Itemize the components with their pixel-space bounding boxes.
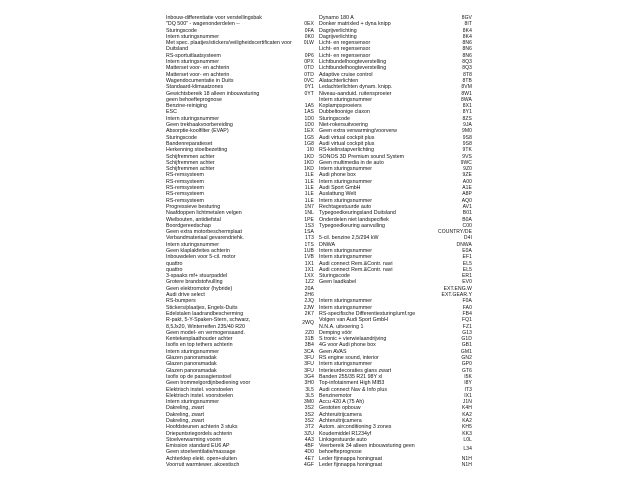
option-description: Geen extra verwarming/voorverw — [319, 128, 398, 135]
option-code: 3FU — [304, 361, 314, 368]
option-code: FB4 — [462, 310, 472, 317]
option-description: Sturingscode — [166, 27, 197, 34]
option-description: Duitsland — [166, 46, 189, 53]
option-code: 3S2 — [304, 405, 314, 412]
option-description: Onderdelen niet landspecifiek — [319, 216, 389, 223]
option-description: Intern sturingsnummer — [166, 115, 219, 122]
option-description: Intern sturingsnummer — [166, 241, 219, 248]
option-description: S tronic + vierwielaandrijving — [319, 336, 387, 343]
option-code: 3S2 — [304, 418, 314, 424]
option-code: 0K0 — [304, 33, 314, 40]
option-description: Licht- en regensensor — [319, 52, 371, 59]
option-code: 1D0 — [304, 122, 314, 129]
option-code: 3ZU — [304, 430, 314, 437]
option-code: EF1 — [462, 254, 472, 261]
option-description: Emission standard EU6 AP — [166, 443, 230, 450]
option-code: 1LE — [304, 197, 314, 204]
option-description: RS-specifische Differentiesturing/umf.rge — [319, 310, 416, 317]
option-code: E0A — [462, 247, 472, 254]
option-code: B01 — [462, 210, 472, 217]
option-description: Niveau-aanduid. ruitensproeier — [319, 90, 392, 97]
option-description: Naafdoppen lichtmetalen velgen — [166, 210, 242, 217]
option-code: 3B4 — [304, 342, 314, 349]
option-code: AQ0 — [461, 197, 472, 204]
option-code: 4BF — [304, 443, 314, 450]
option-code: 9JA — [463, 122, 472, 129]
option-code: KA2 — [462, 418, 472, 424]
option-code: 8ZS — [462, 115, 472, 122]
option-description: Volgen van Audi Sport GmbH — [319, 317, 388, 324]
option-description: Intern sturingsnummer — [319, 197, 372, 204]
option-code: 8W1 — [461, 90, 472, 97]
option-description: RS-remsysteem — [166, 191, 204, 198]
option-code: 0FA — [304, 27, 314, 34]
option-code: 1X1 — [304, 266, 314, 273]
option-code: 9VS — [462, 153, 472, 160]
option-description: Intern sturingsnummer — [319, 247, 372, 254]
option-code: 1S3 — [304, 222, 314, 229]
option-code: 8Q3 — [462, 65, 472, 72]
option-code: 8X1 — [462, 103, 472, 110]
option-description: Glazen panoramadak — [166, 355, 217, 362]
option-code: D4I — [463, 235, 472, 242]
option-code: 1LE — [304, 185, 314, 192]
option-description: Dagrijverlichting — [319, 33, 357, 40]
option-code: KA2 — [462, 411, 472, 418]
option-description: Licht- en regensensor — [319, 40, 371, 47]
option-code: 0P6 — [304, 52, 314, 59]
option-description: Demping vóór — [319, 329, 352, 336]
option-description: DNWA — [319, 241, 335, 248]
option-description: Alatachterlichten — [319, 77, 359, 84]
option-description: Gewichtsbereik 18 alleen inbouwsturing — [166, 90, 260, 97]
option-code: EXT.ENG.W — [443, 285, 472, 292]
option-row — [166, 317, 314, 330]
option-description: Dakreling, zwart — [166, 411, 204, 418]
option-code: 1Z2 — [305, 279, 314, 286]
option-code: EL5 — [462, 260, 472, 267]
option-description: 4G voor Audi phone box — [319, 342, 376, 349]
option-code: 1AS — [304, 109, 314, 116]
option-code: 1SA — [304, 229, 314, 236]
option-description: Edelstalen laadrandbescherming — [166, 310, 244, 317]
option-code: G13 — [462, 329, 472, 336]
option-description: RS engine sound, interior — [319, 355, 379, 362]
option-code: IX1 — [464, 392, 472, 399]
option-code: 1KD — [303, 166, 314, 173]
option-code: DNWA — [456, 241, 472, 248]
option-code: COUNTRY/DE — [438, 229, 472, 236]
option-description: Achterklep elekt. open+sluiten — [166, 455, 237, 462]
option-code: 20A — [304, 285, 314, 292]
option-description: Geen klaplakfeites achterin — [166, 247, 230, 254]
option-description: Grotere brandstofvulling — [166, 279, 223, 286]
option-code: 1XX — [304, 273, 314, 280]
option-description: quattro — [166, 260, 183, 267]
option-description: Geen stoelventilatie/massage — [166, 449, 236, 456]
option-code: GN2 — [461, 355, 472, 362]
option-description: Met spec. plaatjes/stickers/veiligheidscertificaten voor — [166, 40, 292, 47]
option-description: Sturingscode — [319, 115, 350, 122]
option-code: 1EX — [304, 128, 314, 135]
option-description: Benzinemotor — [319, 392, 352, 399]
option-description: Absorptie-koolfilter (EVAP) — [166, 128, 229, 135]
option-description: Schijfremmen achter — [166, 166, 215, 173]
option-code: 3L5 — [305, 392, 314, 399]
option-code: 1UB — [303, 247, 314, 254]
option-code: 3H0 — [304, 380, 314, 387]
option-code: GB1 — [461, 342, 472, 349]
option-code: 8GV — [461, 15, 472, 21]
options-sheet — [166, 15, 472, 475]
option-description: Auslattung Welt — [319, 191, 357, 198]
option-description: Intern sturingsnummer — [319, 166, 372, 173]
option-code: 1N7 — [304, 203, 314, 210]
option-description: Veerbereik 34 alleen inbouwsturing geen behoefteprognose — [319, 443, 415, 456]
option-description: Glazen panoramadak — [166, 367, 217, 374]
option-code: 1LE — [304, 172, 314, 179]
option-code: EXT.GEAR.Y — [441, 292, 472, 299]
option-description: Verbandmateriaal gevarendriehk. — [166, 235, 245, 242]
option-description: Schijfremmen achter — [166, 153, 215, 160]
option-code: GM1 — [460, 348, 472, 355]
option-description: Typegoedkeuring aanvulling — [319, 222, 385, 229]
option-description: Driepuntsriegordels achterin — [166, 430, 233, 437]
option-code: ER1 — [461, 273, 472, 280]
option-description: quattro — [166, 266, 183, 273]
option-code: 1NL — [304, 210, 314, 217]
option-description: Accu 420 A (75 Ah) — [319, 399, 365, 406]
option-description: "DQ 500" - wagenonderdelen -- — [166, 21, 240, 28]
option-description: Herkenning stoelbezetting — [166, 147, 228, 154]
option-code: 3S2 — [304, 411, 314, 418]
option-code: KK3 — [462, 430, 472, 437]
option-code: 8T8 — [463, 71, 472, 78]
option-description: Intern sturingsnummer — [319, 254, 372, 261]
option-code: N1H — [461, 462, 472, 469]
option-description: Dynamo 180 A — [319, 15, 354, 21]
option-description: Linksgestuurde auto — [319, 436, 367, 443]
option-description: Hoofdsteunen achterin 3 stuks — [166, 424, 238, 431]
option-description: Intern sturingsnummer — [166, 59, 219, 66]
option-code: K4H — [461, 405, 472, 412]
option-code: AV1 — [462, 203, 472, 210]
option-code: 0LW — [303, 40, 314, 47]
option-description: Geen laadkabel — [319, 279, 357, 286]
option-description: Banden 255/35 R21 98Y xl — [319, 373, 383, 380]
option-code: 9M0 — [461, 128, 472, 135]
option-description: Audi connect Rem.&Contr. navi — [319, 260, 393, 267]
option-code: 9S8 — [462, 134, 472, 141]
option-code: 8N6 — [462, 46, 472, 53]
option-description: Intern sturingsnummer — [319, 178, 372, 185]
option-description: Koplampsproeiers — [319, 103, 362, 110]
option-code: GT6 — [461, 367, 472, 374]
option-code: 1X1 — [304, 260, 314, 267]
option-description: Intern sturingsnummer — [319, 298, 372, 305]
option-description: Intern sturingsnummer — [166, 348, 219, 355]
option-description: Schijfremmen achter — [166, 159, 215, 166]
option-code: 4D0 — [304, 449, 314, 456]
option-code: N1H — [461, 455, 472, 462]
option-code: 3T2 — [305, 424, 314, 431]
option-code: 8K4 — [462, 27, 472, 34]
option-description: Dakreling, zwart — [166, 418, 204, 424]
option-code: 1G8 — [304, 140, 314, 147]
option-code: 1A5 — [304, 103, 314, 110]
option-description: Geen extra motorbeschermplaat — [166, 229, 242, 236]
option-code: 1KD — [303, 159, 314, 166]
option-code: 0Y1 — [304, 84, 314, 91]
option-code: 31B — [304, 336, 314, 343]
option-description: RS-remsysteem — [166, 172, 204, 179]
option-description: Licht- en regensensor — [319, 46, 371, 53]
option-description: Intern sturingsnummer — [319, 361, 372, 368]
option-code: 8N6 — [462, 52, 472, 59]
option-description: Koudemiddel R1234yf — [319, 430, 372, 437]
option-description: Intern sturingsnummer — [166, 33, 219, 40]
option-code: 8N6 — [462, 40, 472, 47]
option-code: 1LE — [304, 178, 314, 185]
option-description: Dagrijverlichting — [319, 27, 357, 34]
option-code: 8Q3 — [462, 59, 472, 66]
option-code: KH5 — [461, 424, 472, 431]
option-description: Rechtagestuurde auto — [319, 203, 372, 210]
option-description: Lichtbundelhoogteverstelling — [319, 65, 387, 72]
option-description: Achteruitrijcamera — [319, 411, 362, 418]
option-code: IT3 — [464, 386, 472, 393]
option-description: Audi connect Rem.&Contr. navi — [319, 266, 393, 273]
option-code: J1N — [462, 399, 472, 406]
option-description: Wagendocumentatie in Duits — [166, 77, 234, 84]
option-code: F0A — [462, 298, 472, 305]
option-code: EV0 — [462, 279, 472, 286]
option-description: Bandenreparatieset — [166, 140, 213, 147]
option-description: Boordgereedschap — [166, 222, 211, 229]
option-code: B0A — [462, 216, 472, 223]
option-code: FQ1 — [461, 317, 472, 324]
option-code: 1PE — [304, 216, 314, 223]
option-description: Geen AVAS — [319, 348, 347, 355]
option-description: Kentekenplaathouder achter — [166, 336, 233, 343]
option-description: Typegoedkeuringsland Duitsland — [319, 210, 396, 217]
option-code: 0TD — [304, 71, 314, 78]
option-code: 8WA — [461, 96, 472, 103]
option-row — [166, 462, 314, 468]
option-description: RS-remsysteem — [166, 197, 204, 204]
option-code: 0VC — [303, 77, 314, 84]
option-code: 8Y1 — [462, 109, 472, 116]
option-description: Achteruitrijcamera — [319, 418, 362, 424]
option-description: Autom. airconditioning 3 zones — [319, 424, 392, 431]
option-code: EL5 — [462, 266, 472, 273]
option-code: 3FU — [304, 367, 314, 374]
option-code: 4A3 — [304, 436, 314, 443]
option-description: Wielbouten, antidiefstal — [166, 216, 221, 223]
option-description: Stickers/plaatjes, Engels-Duits — [166, 304, 238, 311]
option-code: 0YT — [304, 90, 314, 97]
option-description: Matterset voor- en achterin — [166, 71, 230, 78]
option-description: Geen elektromotor (hybride) — [166, 285, 233, 292]
option-code: 9WC — [460, 159, 472, 166]
option-code: A00 — [462, 178, 472, 185]
option-description: Niet-rokersuitvoering — [319, 122, 368, 129]
option-description: Sturingscode — [319, 273, 350, 280]
option-code: 9S8 — [462, 140, 472, 147]
option-description: Audi virtual cockpit plus — [319, 140, 375, 147]
option-row — [319, 443, 472, 456]
option-description: 5-cil. benzine 2,5/294 kW — [319, 235, 379, 242]
option-description: Inbouw-differentiatie voor verstellingsbak — [166, 15, 262, 21]
option-code: 2H6 — [304, 292, 314, 299]
option-description: Dakreling, zwart — [166, 405, 204, 412]
option-description: Geen trekhaakvoorbereiding — [166, 122, 233, 129]
option-description: Geen model- en vermogensaand. — [166, 329, 245, 336]
option-description: 3-spaaks mf+ stuurpaddel — [166, 273, 228, 280]
option-code: I5K — [464, 373, 472, 380]
option-description: Matterset voor- en achterin — [166, 65, 230, 72]
option-description: R-pakt, 5-Y-Spaken-Stern, schwarz, 8,5Jx20, Winterreifen 235/40 R20 — [166, 317, 251, 330]
option-code: G1D — [461, 336, 472, 343]
option-code: 0TD — [304, 65, 314, 72]
option-code: 2Z0 — [305, 329, 314, 336]
option-description: RS-remsysteem — [166, 178, 204, 185]
option-code: 3M0 — [303, 399, 314, 406]
option-description: Audi Sport GmbH — [319, 185, 361, 192]
option-description: Ledachterlichten dynam. knipp. — [319, 84, 393, 91]
option-description: Geen trommelgordijnbediening voor — [166, 380, 251, 387]
option-description: Audi virtual cockpit plus — [319, 134, 375, 141]
option-code: 1VB — [304, 254, 314, 261]
option-code: 8IT — [464, 21, 472, 28]
option-description: Leder fijnnappa honingraat — [319, 455, 383, 462]
option-description: geen behoefteprognose — [166, 96, 222, 103]
option-code: 3CA — [303, 348, 314, 355]
option-code: A1E — [462, 185, 472, 192]
options-column-left — [166, 15, 314, 468]
option-code: A8P — [462, 191, 472, 198]
option-code: GP0 — [461, 361, 472, 368]
option-code: 4E7 — [304, 455, 314, 462]
option-description: Stoelverwarming voorin — [166, 436, 222, 443]
option-code: 4GF — [303, 462, 314, 469]
option-code: I8Y — [464, 380, 472, 387]
option-code: 9Z0 — [463, 166, 472, 173]
option-code: C00 — [462, 222, 472, 229]
option-code: 3FU — [304, 355, 314, 362]
option-description: Donker matrixled + dyna knipp — [319, 21, 391, 28]
option-description: Audi connect Nav & Info plus — [319, 386, 388, 393]
option-description: Intern sturingsnummer — [319, 304, 372, 311]
option-code: 1T3 — [305, 235, 314, 242]
option-code: 2WQ — [302, 320, 314, 327]
option-description: Audi drive select — [166, 292, 205, 299]
options-column-right — [319, 15, 472, 468]
option-description: ESC — [166, 109, 177, 116]
option-description: Audi phone box — [319, 172, 356, 179]
option-description: RS-remsysteem — [166, 185, 204, 192]
option-description: RS-bumpers — [166, 298, 196, 305]
option-code: L34 — [463, 446, 472, 453]
option-description: Isofix en top tethers achterin — [166, 342, 233, 349]
option-code: 0EX — [304, 21, 314, 28]
option-description: Leder fijnnappa honingraat — [319, 462, 383, 469]
option-description: Elektrisch instel. voorstoelen — [166, 392, 234, 399]
option-code: 2JW — [303, 304, 314, 311]
option-code: 9ZE — [462, 172, 472, 179]
option-code: 0PX — [304, 59, 314, 66]
option-description: Dubbeltoonige claxon — [319, 109, 370, 116]
option-code: 2JQ — [304, 298, 314, 305]
option-code: 1LE — [304, 191, 314, 198]
option-code: 3G4 — [304, 373, 314, 380]
option-description: Gestoten opbouw — [319, 405, 361, 412]
option-code: 8TB — [462, 77, 472, 84]
option-description: Sturingscode — [166, 134, 197, 141]
option-description: Adaptive cruise control — [319, 71, 373, 78]
option-description: Standaard-klimaatzones — [166, 84, 224, 91]
option-description: Lichtbundelhoogteverstelling — [319, 59, 387, 66]
option-description: Top-infotainment High MIB3 — [319, 380, 385, 387]
option-code: L0L — [463, 436, 472, 443]
option-description: Glazen panoramadak — [166, 361, 217, 368]
option-code: 1I0 — [306, 147, 314, 154]
option-description: Isofix op de passagiersstoel — [166, 373, 232, 380]
option-description: Intern sturingsnummer — [166, 399, 219, 406]
option-code: 2K7 — [304, 310, 314, 317]
option-code: 1TS — [304, 241, 314, 248]
option-description: Inbouwdelen voor 5-cil. motor — [166, 254, 236, 261]
option-code: 3L5 — [305, 386, 314, 393]
option-code: 8K4 — [462, 33, 472, 40]
option-description: Interieurdecoraties glans zwart — [319, 367, 392, 374]
option-description: Geen multimedia in de auto — [319, 159, 384, 166]
option-code: 1KD — [303, 153, 314, 160]
option-code: 1G5 — [304, 134, 314, 141]
option-description: N.N.A. uitvoering 1 — [319, 323, 364, 330]
option-description: Elektrisch instel. voorstoelen — [166, 386, 234, 393]
option-description: Intern sturingsnummer — [319, 96, 372, 103]
option-code: 8VM — [461, 84, 472, 91]
option-code: 1D0 — [304, 115, 314, 122]
option-description: Progressieve besturing — [166, 203, 221, 210]
option-description: Benzine-reiniging — [166, 103, 207, 110]
option-description: RS-kielinstapverlichting — [319, 147, 375, 154]
option-code: 9TK — [462, 147, 472, 154]
option-description: Voorruit warmtewer. akoestisch — [166, 462, 240, 469]
option-description: RS-sportuitlaatsysteem — [166, 52, 221, 59]
option-row — [319, 462, 472, 468]
option-description: SONOS 3D Premium sound System — [319, 153, 405, 160]
option-code: FA0 — [462, 304, 472, 311]
option-code: FZ1 — [462, 323, 472, 330]
